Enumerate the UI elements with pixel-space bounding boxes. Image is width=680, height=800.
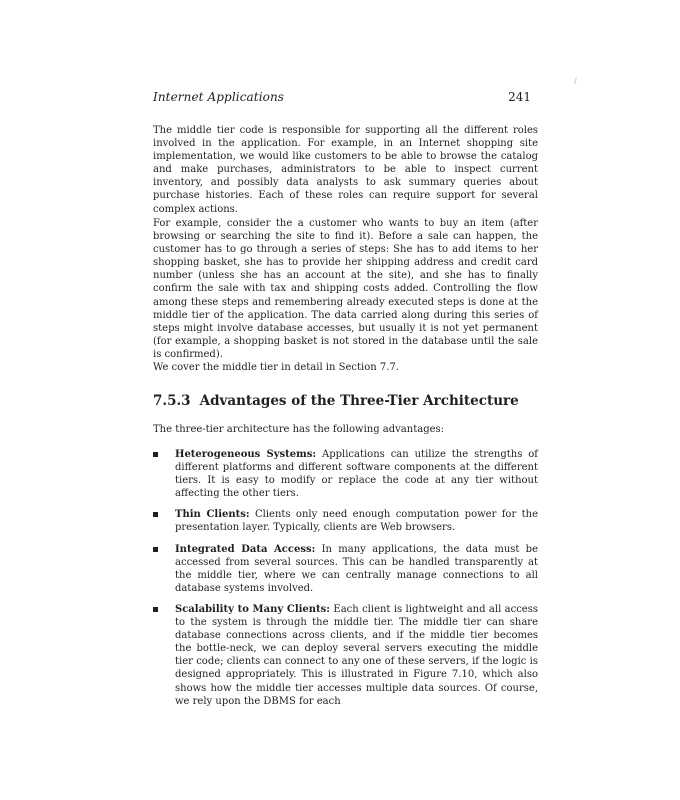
- scan-speck: [574, 77, 577, 84]
- advantages-list: [153, 448, 538, 716]
- section-intro: The three-tier architecture has the following advantages:: [153, 424, 445, 435]
- paragraph-shopping-example: For example, consider the a customer who wants to buy an item (after browsing or searching the site to find it). Before a sale can happen, the customer has to go through a series of steps: She has to add items to her shopping basket, she has to provide her shipping address and credit card number (unless she has an account at the site), and she has to finally confirm the sale with tax and shipping costs added. Controlling the flow among these steps and remembering already executed steps is done at the middle tier of the application. The data carried along during this series of steps might involve database accesses, but usually it is not yet permanent (for example, a shopping basket is not stored in the database until the sale is confirmed).: [153, 218, 538, 360]
- section-number: 7.5.3: [153, 393, 191, 409]
- bullet-square-icon: [153, 512, 158, 517]
- paragraph-middle-tier-roles: The middle tier code is responsible for supporting all the different roles involved in the application. For example, in an Internet shopping site implementation, we would like customers to be able to browse the catalog and make purchases, administrators to be able to inspect current inventory, and possibly data analysts to ask summary queries about purchase histories. Each of these roles can require support for several complex actions.: [153, 125, 538, 215]
- section-title: Advantages of the Three-Tier Architecture: [199, 393, 519, 409]
- paragraph-section-reference: We cover the middle tier in detail in Section 7.7.: [153, 362, 399, 373]
- bullet-text: Clients only need enough computation power for the presentation layer. Typically, clients are Web browsers.: [175, 509, 538, 534]
- bullet-text: Each client is lightweight and all access to the system is through the middle tier. The middle tier can share database connections across clients, and if the middle tier becomes the bottle-neck, we can deploy several servers executing the middle tier code; clients can connect to any one of these servers, if the logic is designed appropriately. This is illustrated in Figure 7.10, which also shows how the middle tier accesses multiple data sources. Of course, we rely upon the DBMS for each: [175, 603, 538, 707]
- section-heading: [153, 393, 538, 409]
- bullet-square-icon: [153, 547, 158, 552]
- running-title: Internet Applications: [153, 90, 285, 104]
- bullet-term: Integrated Data Access:: [175, 543, 316, 555]
- page-number: 241: [508, 90, 531, 104]
- bullet-square-icon: [153, 607, 158, 612]
- bullet-term: Heterogeneous Systems:: [175, 449, 317, 460]
- list-item: [153, 543, 538, 595]
- bullet-text: In many applications, the data must be accessed from several sources. This can be handled transparently at the middle tier, where we can centrally manage connections to all database systems involved.: [175, 543, 538, 594]
- bullet-square-icon: [153, 452, 158, 457]
- bullet-text: Applications can utilize the strengths of different platforms and different software components at the different tiers. It is easy to modify or replace the code at any tier without affecting the other tiers.: [175, 449, 538, 500]
- bullet-term: Thin Clients:: [175, 509, 250, 521]
- list-item: [153, 508, 538, 534]
- list-item: [153, 603, 538, 708]
- bullet-term: Scalability to Many Clients:: [175, 603, 330, 615]
- list-item: [153, 448, 538, 500]
- running-head: [153, 90, 531, 108]
